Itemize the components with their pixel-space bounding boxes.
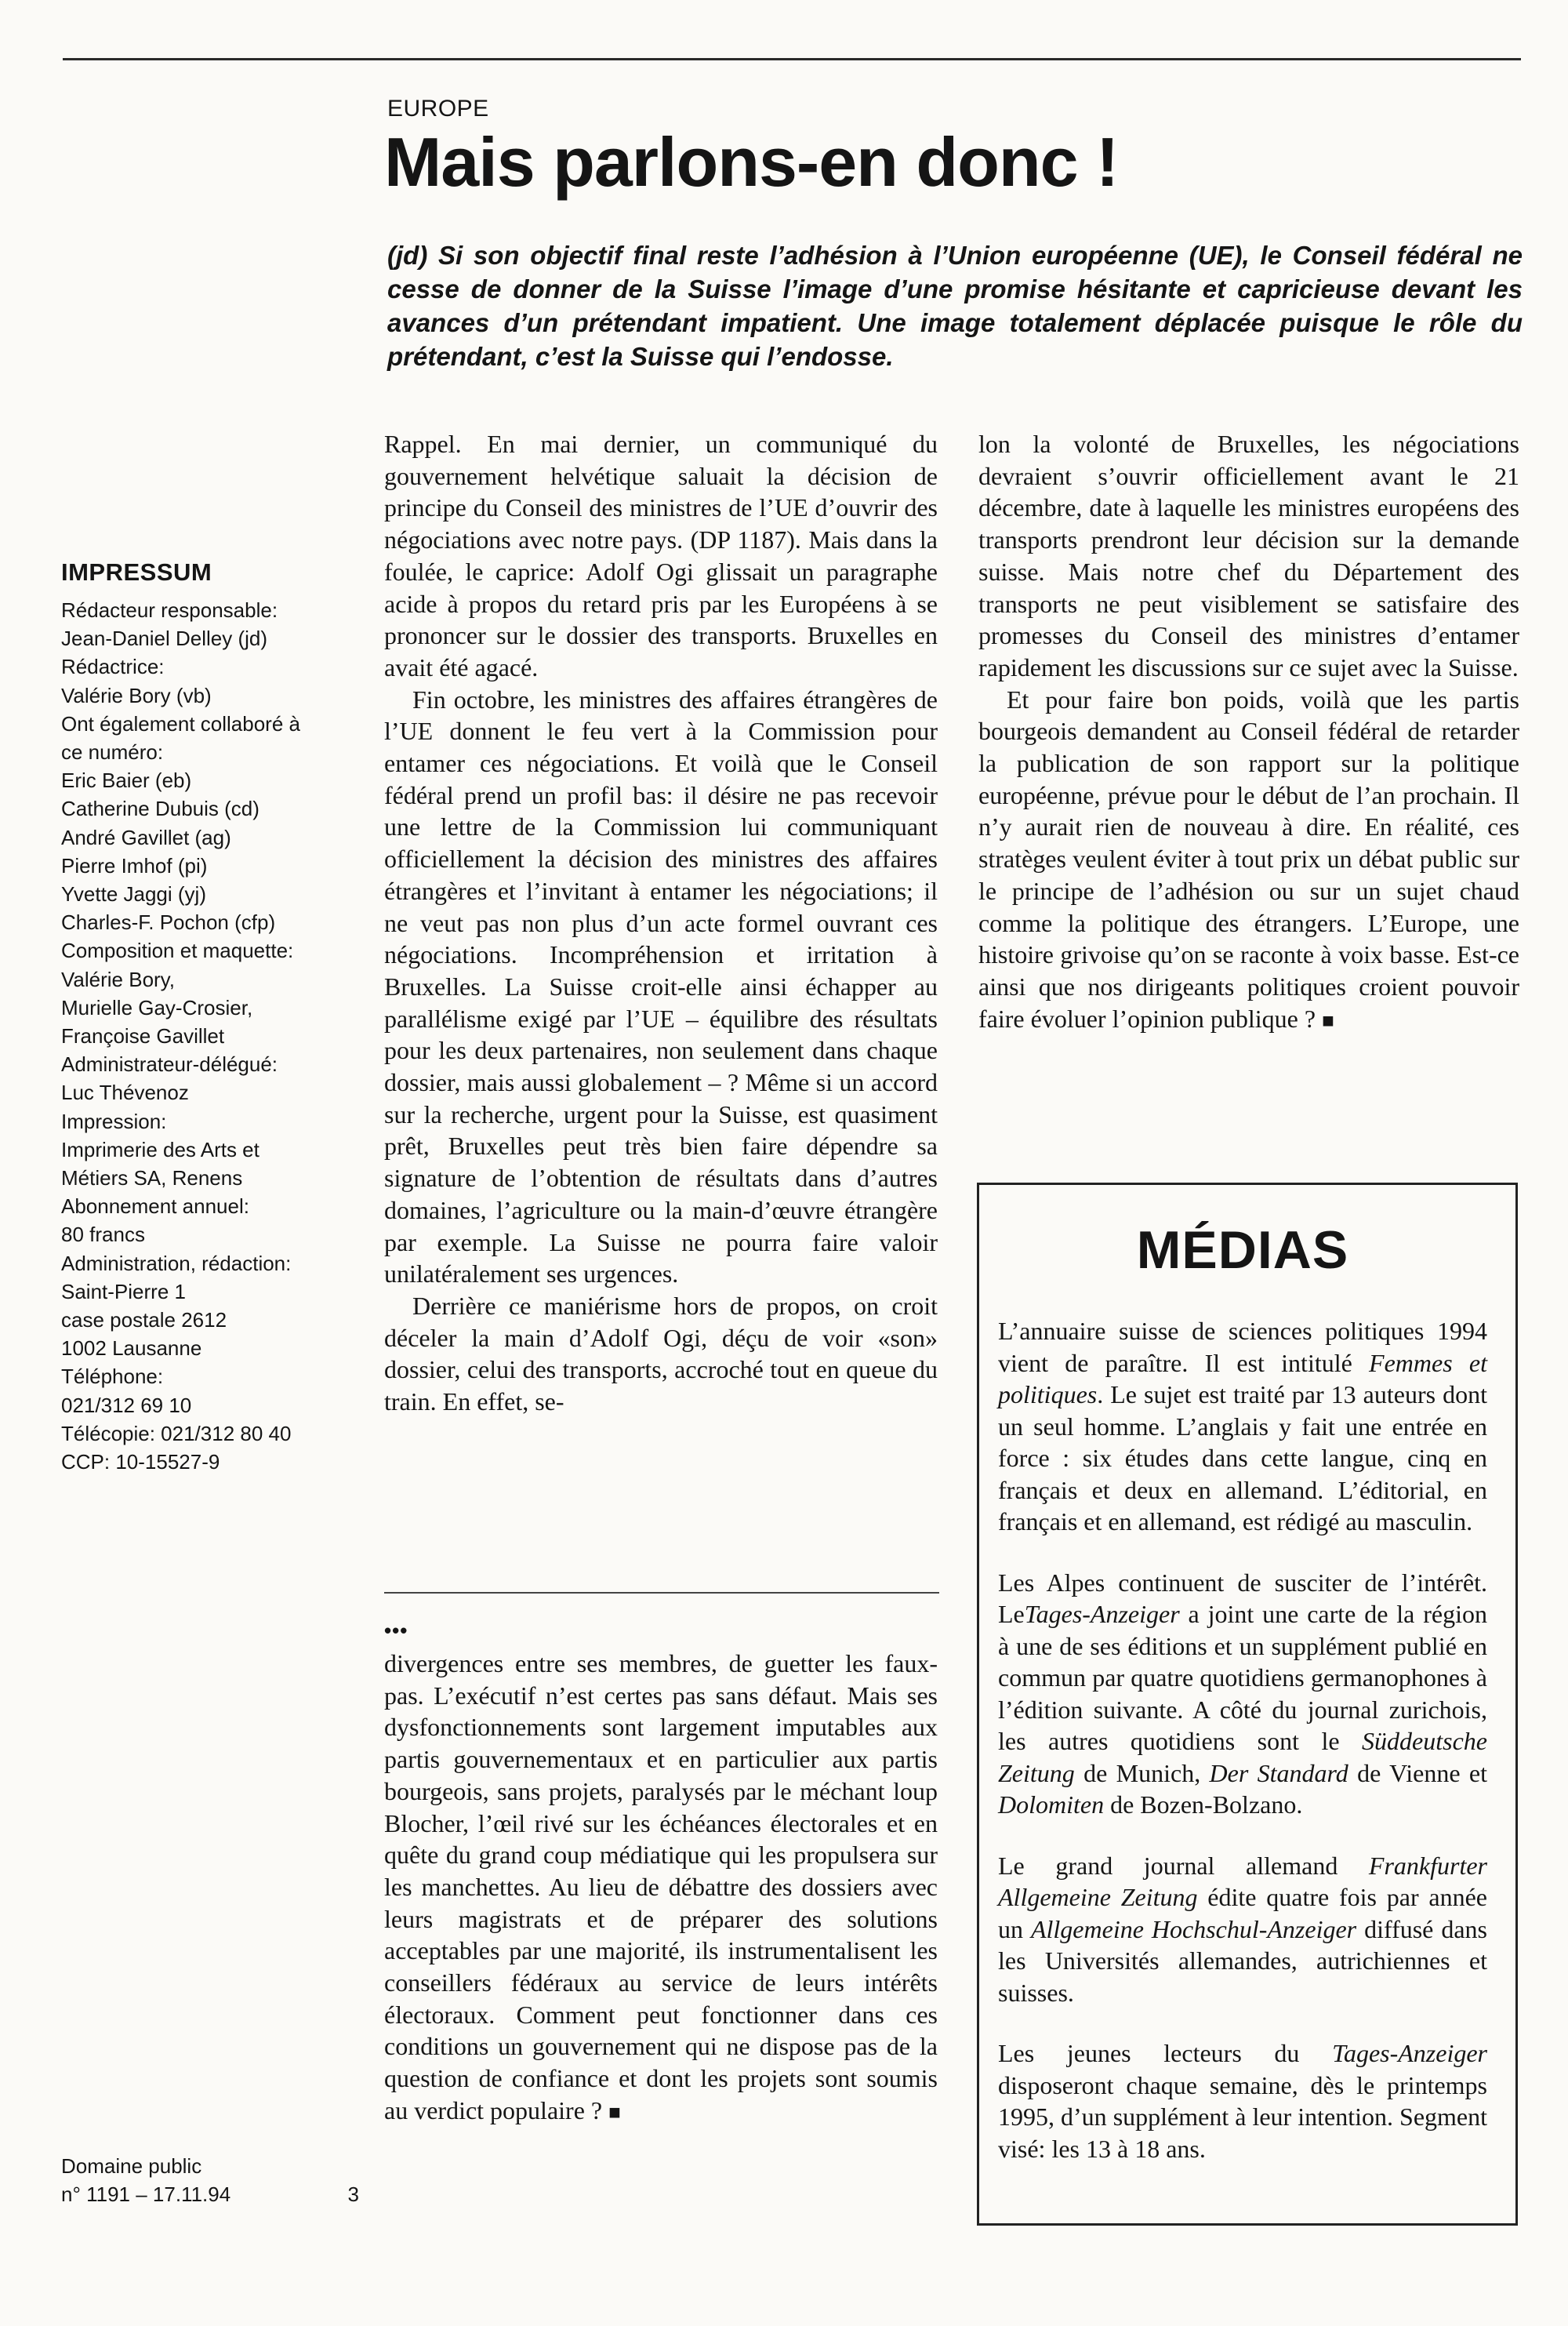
impressum-line: Saint-Pierre 1 [61, 1279, 186, 1303]
medias-paragraph [998, 1567, 1487, 1821]
impressum-line: Yvette Jaggi (yj) [61, 882, 206, 907]
end-of-article-mark: ■ [608, 2100, 621, 2124]
footer-publication: Domaine public [61, 2154, 202, 2178]
text-run: Les Alpes continuent de susciter de l’intérêt. Le [998, 1568, 1487, 1628]
impressum-line: Téléphone: [61, 1365, 164, 1389]
impressum-line: Valérie Bory (vb) [61, 683, 212, 707]
impressum-title: IMPRESSUM [61, 558, 212, 586]
impressum-line: 80 francs [61, 1223, 145, 1247]
text-run: disposeront chaque semaine, dès le printemps 1995, d’un supplément à leur intention. Segment visé: les 13 à 18 ans. [998, 2070, 1487, 2163]
impressum-line: Valérie Bory, [61, 967, 175, 991]
impressum-line: case postale 2612 [61, 1308, 227, 1332]
impressum-line: Charles-F. Pochon (cfp) [61, 910, 276, 935]
text-run: L’annuaire suisse de sciences politiques 1994 vient de paraître. Il est intitulé [998, 1317, 1487, 1377]
medias-paragraph [998, 1850, 1487, 2009]
medias-box [977, 1183, 1518, 2226]
impressum-line: ce numéro: [61, 740, 164, 765]
footer-issue: n° 1191 – 17.11.94 [61, 2182, 231, 2206]
impressum-line: CCP: 10-15527-9 [61, 1450, 220, 1474]
top-rule [63, 58, 1521, 60]
continued-article-column [384, 1648, 938, 2129]
text-run: de Vienne et [1348, 1758, 1488, 1787]
italic-title: Tages-Anzeiger [1332, 2039, 1487, 2067]
italic-title: Dolomiten [998, 1790, 1105, 1819]
impressum-line: 021/312 69 10 [61, 1393, 192, 1417]
impressum-line: Abonnement annuel: [61, 1194, 249, 1219]
article-column-2 [978, 428, 1519, 1037]
section-kicker: EUROPE [387, 96, 489, 122]
article-column-1 [384, 428, 938, 1418]
end-of-article-mark: ■ [1322, 1009, 1334, 1032]
article-headline: Mais parlons-en donc ! [384, 123, 1119, 201]
impressum-line: André Gavillet (ag) [61, 825, 231, 849]
italic-title: Tages-Anzeiger [1024, 1600, 1180, 1628]
article-paragraph-text: Et pour faire bon poids, voilà que les partis bourgeois demandent au Conseil fédéral de retarder la publication de son rapport sur la politique européenne, prévue pour le début de l’an prochain. Il n’y aurait rien de nouveau à dire. En réalité, ces stratèges veulent éviter à tout prix un débat public sur le principe de l’adhésion ou sur un sujet chaud comme la politique des étrangers. L’Europe, une histoire grivoise qu’on se raconte à voix basse. Est-ce ainsi que nos dirigeants politiques croient pouvoir faire évoluer l’opinion publique ? [978, 685, 1519, 1033]
italic-title: Allgemeine Hochschul-Anzeiger [1030, 1914, 1357, 1943]
impressum-line: Murielle Gay-Crosier, [61, 995, 253, 1019]
impressum-line: Rédactrice: [61, 655, 165, 679]
footer-issue-row [61, 2180, 359, 2208]
page-footer [61, 2152, 359, 2208]
article-paragraph-text: divergences entre ses membres, de guetter les faux-pas. L’exécutif n’est certes pas sans défaut. Mais ses dysfonctionnements sont largement imputables aux partis gouvernementaux et en particulier aux partis bourgeois, sans projets, paralysés par le méchant loup Blocher, l’œil rivé sur les échéances électorales et en quête du grand coup médiatique qui les propulsera sur les manchettes. Au lieu de débattre des dossiers avec leurs magistrats et de préparer des solutions acceptables par une majorité, ils instrumentalisent les conseillers fédéraux au service de leurs intérêts électoraux. Comment peut fonctionner dans ces conditions un gouvernement qui ne dispose pas de la question de confiance et dont les projets sont soumis au verdict populaire ? [384, 1649, 938, 2124]
article-paragraph: Fin octobre, les ministres des affaires étrangères de l’UE donnent le feu vert à la Commission pour entamer ces négociations. Et voilà que le Conseil fédéral prend un profil bas: il désire ne pas recevoir une lettre de la Commission lui communiquant officiellement la décision des ministres des affaires étrangères et l’invitant à entamer les négociations; il ne veut pas non plus d’un acte formel ouvrant ces négociations. Incompréhension et irritation à Bruxelles. La Suisse croit-elle ainsi échapper au parallélisme exigé par l’UE – équilibre des résultats pour les deux partenaires, non seulement dans chaque dossier, mais aussi globalement – ? Même si un accord sur la recherche, urgent pour la Suisse, est quasiment prêt, Bruxelles peut très bien faire dépendre sa signature de l’obtention de résultats dans d’autres domaines, l’agriculture ou la main-d’œuvre étrangère par exemple. La Suisse ne pourra faire valoir unilatéralement ses urgences. [384, 685, 938, 1288]
impressum-line: Administration, rédaction: [61, 1251, 292, 1275]
medias-paragraph [998, 2037, 1487, 2164]
impressum-line: Catherine Dubuis (cd) [61, 797, 260, 821]
text-run: a joint une carte de la région à une de ses éditions et un supplément publié en commun par quatre quotidiens germanophones à l’édition suivante. A côté du journal zurichois, les autres quotidiens sont le [998, 1600, 1487, 1755]
text-run: édite quatre fois par année un [998, 1883, 1488, 1943]
text-run: . Le sujet est traité par 13 auteurs dont un seul homme. L’anglais y fait une entrée en force : six études dans cette langue, cinq en français et deux en allemand. L’éditorial, en français et en allemand, est rédigé au masculin. [998, 1380, 1487, 1536]
impressum-line: Imprimerie des Arts et [61, 1137, 260, 1161]
article-paragraph [384, 1648, 938, 2129]
impressum-lines [61, 596, 359, 1476]
impressum-line: Ont également collaboré à [61, 711, 300, 736]
continuation-rule [384, 1592, 939, 1594]
impressum-line: Pierre Imhof (pi) [61, 853, 208, 878]
italic-title: Femmes et politiques [998, 1348, 1487, 1408]
medias-title: MÉDIAS [1136, 1220, 1349, 1280]
article-paragraph: lon la volonté de Bruxelles, les négociations devraient s’ouvrir officiellement avant le 21 décembre, date à laquelle les ministres européens des transports prendront leur décision sur la demande suisse. Mais notre chef du Département des transports ne peut visiblement se satisfaire des promesses du Conseil des ministres d’entamer rapidement les discussions sur ce sujet avec la Suisse. [978, 430, 1519, 681]
italic-title: Süddeutsche Zeitung [998, 1727, 1487, 1787]
page-number: 3 [347, 2182, 359, 2206]
italic-title: Frankfurter Allgemeine Zeitung [998, 1851, 1487, 1911]
text-run: de Bozen-Bolzano. [1104, 1790, 1303, 1819]
impressum-line: Composition et maquette: [61, 939, 294, 963]
impressum-line: Impression: [61, 1109, 167, 1133]
impressum-line: Jean-Daniel Delley (jd) [61, 627, 267, 651]
article-paragraph: Rappel. En mai dernier, un communiqué du gouvernement helvétique saluait la décision de principe du Conseil des ministres de l’UE d’ouvrir des négociations avec notre pays. (DP 1187). Mais dans la foulée, le caprice: Adolf Ogi glissait un paragraphe acide à propos du retard pris par les Européens à se prononcer sur le dossier des transports. Bruxelles en avait été agacé. [384, 430, 938, 681]
impressum-line: Luc Thévenoz [61, 1081, 189, 1105]
text-run: Le grand journal allemand [998, 1851, 1369, 1880]
impressum-line: Métiers SA, Renens [61, 1166, 243, 1190]
impressum-sidebar [61, 558, 359, 1476]
impressum-line: Eric Baier (eb) [61, 769, 192, 793]
continuation-marker: ••• [384, 1619, 408, 1642]
article-lede: (jd) Si son objectif final reste l’adhésion à l’Union européenne (UE), le Conseil fédéral ne cesse de donner de la Suisse l’image d’une promise hésitante et capricieuse devant les avances d’un prétendant impatient. Une image totalement déplacée puisque le rôle du prétendant, c’est la Suisse qui l’endosse. [387, 241, 1523, 371]
text-run: diffusé dans les Universités allemandes, autrichiennes et suisses. [998, 1914, 1488, 2007]
article-paragraph [978, 684, 1519, 1038]
medias-paragraph [998, 1315, 1487, 1538]
impressum-line: Administrateur-délégué: [61, 1052, 278, 1077]
impressum-line: Françoise Gavillet [61, 1024, 225, 1049]
italic-title: Der Standard [1209, 1758, 1348, 1787]
text-run: de Munich, [1074, 1758, 1210, 1787]
impressum-line: Rédacteur responsable: [61, 598, 278, 622]
article-paragraph: Derrière ce maniérisme hors de propos, on croit déceler la main d’Adolf Ogi, déçu de voir «son» dossier, celui des transports, accroché tout en queue du train. En effet, se- [384, 1291, 938, 1416]
impressum-line: Télécopie: 021/312 80 40 [61, 1421, 292, 1445]
text-run: Les jeunes lecteurs du [998, 2039, 1333, 2067]
impressum-line: 1002 Lausanne [61, 1336, 202, 1361]
